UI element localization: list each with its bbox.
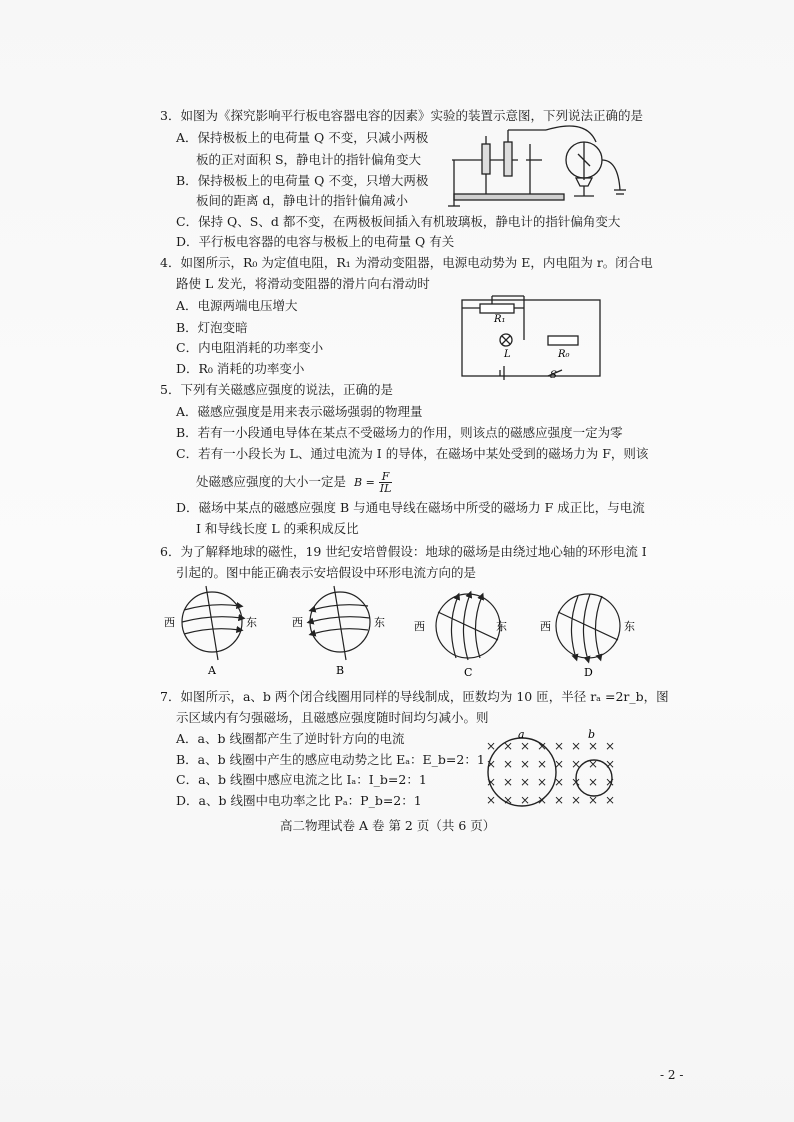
field-x-mark: ×: [571, 757, 582, 771]
q3-option-b-line1: B．保持极板上的电荷量 Q 不变，只增大两极: [176, 173, 429, 188]
formula-denominator: IL: [379, 482, 392, 495]
circuit-label-r1: R₁: [494, 314, 506, 325]
q7-stem-line1: 7．如图所示，a、b 两个闭合线圈用同样的导线制成，匝数均为 10 匝，半径 rₐ =2r_b，图: [160, 689, 669, 704]
field-x-mark: ×: [554, 757, 565, 771]
circuit-label-r0: R₀: [558, 349, 570, 360]
field-x-mark: ×: [520, 757, 531, 771]
option-label-c: C: [464, 666, 473, 679]
field-x-mark: ×: [520, 775, 531, 789]
q5-option-d-line2: I 和导线长度 L 的乘积成反比: [196, 521, 359, 536]
east-label-a: 东: [246, 616, 257, 629]
field-x-mark: ×: [520, 739, 531, 753]
q3-option-b-line2: 板间的距离 d，静电计的指针偏角减小: [196, 193, 408, 208]
field-x-mark: ×: [486, 775, 497, 789]
q4-option-a: A．电源两端电压增大: [176, 298, 298, 313]
field-x-mark: ×: [605, 757, 616, 771]
field-x-mark: ×: [588, 739, 599, 753]
q7-stem-line2: 示区域内有匀强磁场，且磁感应强度随时间均匀减小。则: [176, 710, 489, 725]
q3-stem: 3．如图为《探究影响平行板电容器电容的因素》实验的装置示意图，下列说法正确的是: [160, 108, 643, 123]
formula-numerator: F: [379, 471, 393, 483]
q5-option-c-text: 处磁感应强度的大小一定是: [196, 474, 347, 489]
q3-option-c: C．保持 Q、S、d 都不变，在两极板间插入有机玻璃板，静电计的指针偏角变大: [176, 214, 621, 229]
q5-option-d-line1: D．磁场中某点的磁感应强度 B 与通电导线在磁场中所受的磁场力 F 成正比，与电流: [176, 500, 645, 515]
field-x-mark: ×: [571, 739, 582, 753]
field-x-mark: ×: [554, 775, 565, 789]
field-x-mark: ×: [605, 775, 616, 789]
coil-label-b: b: [588, 728, 596, 741]
option-label-a: A: [208, 664, 216, 677]
q5-option-c-line1: C．若有一小段长为 L、通过电流为 I 的导体，在磁场中某处受到的磁场力为 F，则该: [176, 446, 649, 461]
circuit-label-s: S: [550, 370, 557, 381]
q5-option-a: A．磁感应强度是用来表示磁场强弱的物理量: [176, 404, 423, 419]
west-label-a: 西: [164, 616, 175, 629]
capacitor-electrometer-figure: [446, 120, 636, 210]
west-label-b: 西: [292, 616, 303, 629]
west-label-c: 西: [414, 620, 425, 633]
option-label-d: D: [584, 666, 593, 679]
page-footer: 高二物理试卷 A 卷 第 2 页（共 6 页）: [280, 818, 496, 833]
field-x-mark: ×: [503, 757, 514, 771]
q4-option-c: C．内电阻消耗的功率变小: [176, 340, 324, 355]
field-x-mark: ×: [537, 793, 548, 807]
field-x-mark: ×: [554, 793, 565, 807]
q5-option-b: B．若有一小段通电导体在某点不受磁场力的作用，则该点的磁感应强度一定为零: [176, 425, 623, 440]
coil-label-a: a: [518, 728, 525, 741]
field-x-mark: ×: [503, 739, 514, 753]
field-x-mark: ×: [520, 793, 531, 807]
west-label-d: 西: [540, 620, 551, 633]
field-x-mark: ×: [537, 757, 548, 771]
field-x-mark: ×: [588, 793, 599, 807]
option-b-globe: [310, 586, 370, 660]
field-x-mark: ×: [588, 775, 599, 789]
formula-lhs: B =: [354, 476, 375, 489]
east-label-d: 东: [624, 620, 635, 633]
field-x-mark: ×: [486, 757, 497, 771]
magnetic-field-x-marks: [486, 739, 615, 807]
field-x-mark: ×: [554, 739, 565, 753]
field-x-mark: ×: [571, 775, 582, 789]
q7-option-d: D．a、b 线圈中电功率之比 Pₐ：P_b=2：1: [176, 793, 422, 808]
q5-stem: 5．下列有关磁感应强度的说法，正确的是: [160, 382, 393, 397]
formula-fraction: [379, 471, 393, 494]
q4-option-d: D．R₀ 消耗的功率变小: [176, 361, 305, 376]
east-label-c: 东: [496, 620, 507, 633]
q7-option-a: A．a、b 线圈都产生了逆时针方向的电流: [176, 731, 405, 746]
q4-stem-line2: 路使 L 发光，将滑动变阻器的滑片向右滑动时: [176, 276, 430, 291]
page-number: - 2 -: [660, 1068, 684, 1082]
option-c-globe: [436, 594, 500, 660]
east-label-b: 东: [374, 616, 385, 629]
field-x-mark: ×: [503, 775, 514, 789]
earth-current-options-figure: [160, 582, 640, 682]
q3-option-d: D．平行板电容器的电容与极板上的电荷量 Q 有关: [176, 234, 455, 249]
option-label-b: B: [336, 664, 345, 677]
q7-option-b: B．a、b 线圈中产生的感应电动势之比 Eₐ：E_b=2：1: [176, 752, 485, 767]
q4-stem-line1: 4．如图所示，R₀ 为定值电阻，R₁ 为滑动变阻器，电源电动势为 E，内电阻为 r。闭合电: [160, 255, 653, 270]
field-x-mark: ×: [503, 793, 514, 807]
q6-stem-line1: 6．为了解释地球的磁性，19 世纪安培曾假设：地球的磁场是由绕过地心轴的环形电流 I: [160, 544, 647, 559]
field-x-mark: ×: [537, 775, 548, 789]
q5-option-c-line2: [196, 471, 392, 494]
q6-stem-line2: 引起的。图中能正确表示安培假设中环形电流方向的是: [176, 565, 477, 580]
q3-option-a-line1: A．保持极板上的电荷量 Q 不变，只减小两极: [176, 130, 429, 145]
field-x-mark: ×: [588, 757, 599, 771]
magnetic-field-coils-figure: [484, 728, 630, 812]
field-x-mark: ×: [571, 793, 582, 807]
field-x-mark: ×: [486, 739, 497, 753]
q7-option-c: C．a、b 线圈中感应电流之比 Iₐ：I_b=2：1: [176, 772, 427, 787]
field-x-mark: ×: [486, 793, 497, 807]
circuit-label-l: L: [504, 349, 511, 360]
field-x-mark: ×: [537, 739, 548, 753]
q3-option-a-line2: 板的正对面积 S，静电计的指针偏角变大: [196, 152, 422, 167]
q4-option-b: B．灯泡变暗: [176, 320, 248, 335]
field-x-mark: ×: [605, 739, 616, 753]
option-d-globe: [556, 594, 620, 660]
field-x-mark: ×: [605, 793, 616, 807]
option-a-globe: [182, 586, 242, 660]
circuit-diagram-q4: [458, 290, 608, 382]
